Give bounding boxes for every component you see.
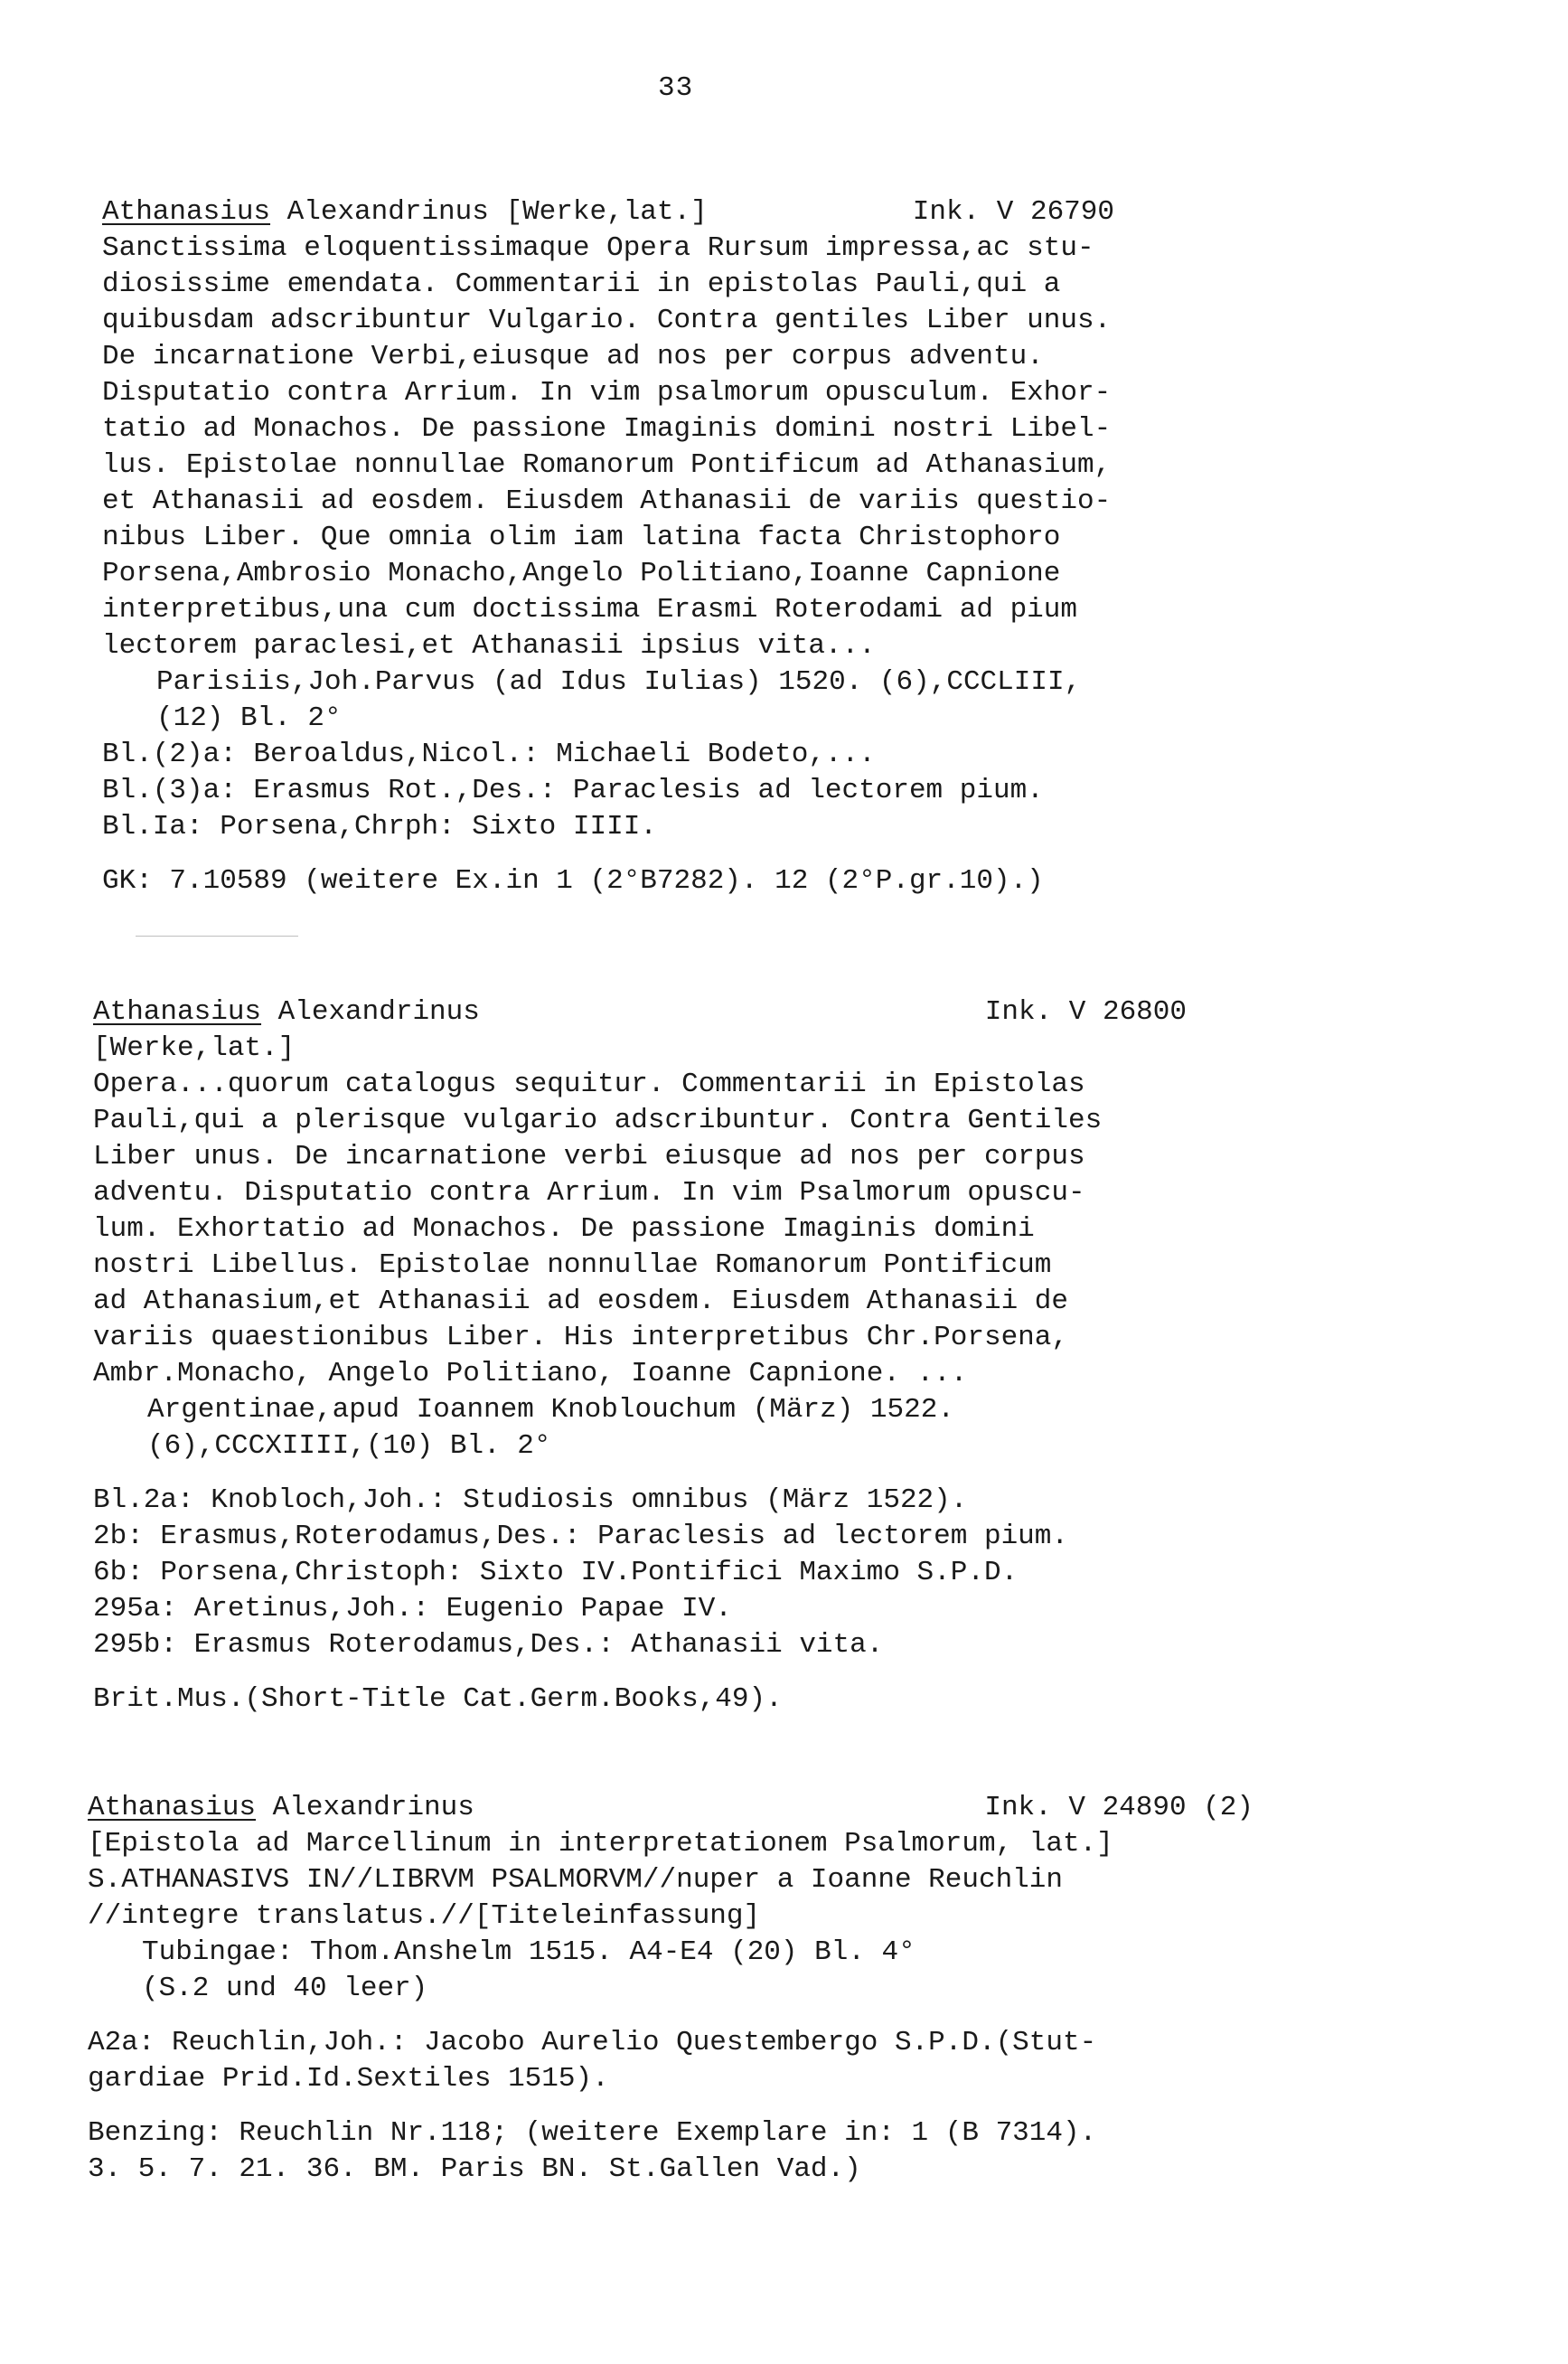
body-line: [Epistola ad Marcellinum in interpretationem Psalmorum, lat.] xyxy=(88,1828,1113,1860)
body-line: lus. Epistolae nonnullae Romanorum Pontificum ad Athanasium, xyxy=(102,449,1112,481)
body-line: lum. Exhortatio ad Monachos. De passione Imaginis domini xyxy=(93,1213,1035,1245)
author-name: Athanasius xyxy=(93,996,262,1028)
author-rest: Alexandrinus xyxy=(256,1792,474,1823)
catalog-entry-1 xyxy=(102,194,1277,899)
catalog-entry-2 xyxy=(93,994,1277,1718)
leaf-line: Bl.2a: Knobloch,Joh.: Studiosis omnibus (März 1522). xyxy=(93,1484,968,1516)
imprint-line: Argentinae,apud Ioannem Knoblouchum (März) 1522. xyxy=(147,1394,954,1426)
separator-rule xyxy=(136,936,298,937)
imprint-line: (6),CCCXIIII,(10) Bl. 2° xyxy=(147,1430,551,1462)
leaf-line: 295b: Erasmus Roterodamus,Des.: Athanasii vita. xyxy=(93,1629,884,1661)
body-line: Disputatio contra Arrium. In vim psalmorum opusculum. Exhor- xyxy=(102,377,1112,409)
inkunabel-number: Ink. V 26800 xyxy=(984,996,1187,1028)
body-line: variis quaestionibus Liber. His interpretibus Chr.Porsena, xyxy=(93,1322,1068,1353)
body-line: De incarnatione Verbi,eiusque ad nos per corpus adventu. xyxy=(102,341,1044,372)
entry-heading xyxy=(93,994,1277,1031)
author-rest: Alexandrinus xyxy=(261,996,480,1028)
body-line: Ambr.Monacho, Angelo Politiano, Ioanne Capnione. ... xyxy=(93,1358,968,1389)
leaf-line: 295a: Aretinus,Joh.: Eugenio Papae IV. xyxy=(93,1593,732,1625)
body-line: diosissime emendata. Commentarii in epistolas Pauli,qui a xyxy=(102,268,1061,300)
author-name: Athanasius xyxy=(88,1792,257,1823)
entry-heading xyxy=(102,194,1277,231)
reference-line: Benzing: Reuchlin Nr.118; (weitere Exemplare in: 1 (B 7314). 3. 5. 7. 21. 36. BM. Paris BN. St.Gallen Vad.) xyxy=(88,2117,1097,2185)
body-line: Liber unus. De incarnatione verbi eiusque ad nos per corpus xyxy=(93,1141,1085,1173)
body-line: Pauli,qui a plerisque vulgario adscribuntur. Contra Gentiles xyxy=(93,1105,1103,1136)
body-line: lectorem paraclesi,et Athanasii ipsius vita... xyxy=(102,630,876,662)
body-line: tatio ad Monachos. De passione Imaginis domini nostri Libel- xyxy=(102,413,1112,445)
body-line: [Werke,lat.] xyxy=(93,1032,296,1064)
leaf-line: Bl.(3)a: Erasmus Rot.,Des.: Paraclesis ad lectorem pium. xyxy=(102,775,1044,806)
leaf-line: 6b: Porsena,Christoph: Sixto IV.Pontifici Maximo S.P.D. xyxy=(93,1557,1019,1588)
body-line: Sanctissima eloquentissimaque Opera Rursum impressa,ac stu- xyxy=(102,232,1094,264)
body-line: et Athanasii ad eosdem. Eiusdem Athanasii de variis questio- xyxy=(102,485,1112,517)
body-line: interpretibus,una cum doctissima Erasmi Roterodami ad pium xyxy=(102,594,1077,626)
body-line: ad Athanasium,et Athanasii ad eosdem. Eiusdem Athanasii de xyxy=(93,1286,1068,1317)
body-line: adventu. Disputatio contra Arrium. In vim Psalmorum opuscu- xyxy=(93,1177,1085,1209)
inkunabel-number: Ink. V 26790 xyxy=(912,196,1114,228)
leaf-line: 2b: Erasmus,Roterodamus,Des.: Paraclesis ad lectorem pium. xyxy=(93,1521,1068,1552)
body-line: //integre translatus.//[Titeleinfassung] xyxy=(88,1900,761,1932)
leaf-line: Bl.(2)a: Beroaldus,Nicol.: Michaeli Bodeto,... xyxy=(102,739,876,770)
author-rest: Alexandrinus [Werke,lat.] xyxy=(270,196,708,228)
body-line: S.ATHANASIVS IN//LIBRVM PSALMORVM//nuper a Ioanne Reuchlin xyxy=(88,1864,1063,1896)
body-line: Porsena,Ambrosio Monacho,Angelo Politiano,Ioanne Capnione xyxy=(102,558,1061,589)
inkunabel-number: Ink. V 24890 (2) xyxy=(984,1792,1253,1823)
imprint-line: (S.2 und 40 leer) xyxy=(142,1973,428,2004)
body-line: Opera...quorum catalogus sequitur. Commentarii in Epistolas xyxy=(93,1069,1085,1100)
leaf-line: gardiae Prid.Id.Sextiles 1515). xyxy=(88,2063,609,2095)
page-number: 33 xyxy=(658,72,694,104)
body-line: nostri Libellus. Epistolae nonnullae Romanorum Pontificum xyxy=(93,1249,1052,1281)
leaf-line: A2a: Reuchlin,Joh.: Jacobo Aurelio Questembergo S.P.D.(Stut- xyxy=(88,2027,1097,2058)
author-name: Athanasius xyxy=(102,196,271,228)
leaf-line: Bl.Ia: Porsena,Chrph: Sixto IIII. xyxy=(102,811,657,843)
imprint-line: Parisiis,Joh.Parvus (ad Idus Iulias) 1520. (6),CCCLIII, xyxy=(156,666,1082,698)
body-line: nibus Liber. Que omnia olim iam latina facta Christophoro xyxy=(102,522,1061,553)
imprint-line: Tubingae: Thom.Anshelm 1515. A4-E4 (20) Bl. 4° xyxy=(142,1936,915,1968)
entry-heading xyxy=(88,1790,1290,1826)
body-line: quibusdam adscribuntur Vulgario. Contra gentiles Liber unus. xyxy=(102,305,1112,336)
reference-line: GK: 7.10589 (weitere Ex.in 1 (2°B7282). 12 (2°P.gr.10).) xyxy=(102,865,1044,897)
catalog-entry-3 xyxy=(88,1790,1290,2188)
reference-line: Brit.Mus.(Short-Title Cat.Germ.Books,49). xyxy=(93,1683,783,1715)
imprint-line: (12) Bl. 2° xyxy=(156,702,342,734)
